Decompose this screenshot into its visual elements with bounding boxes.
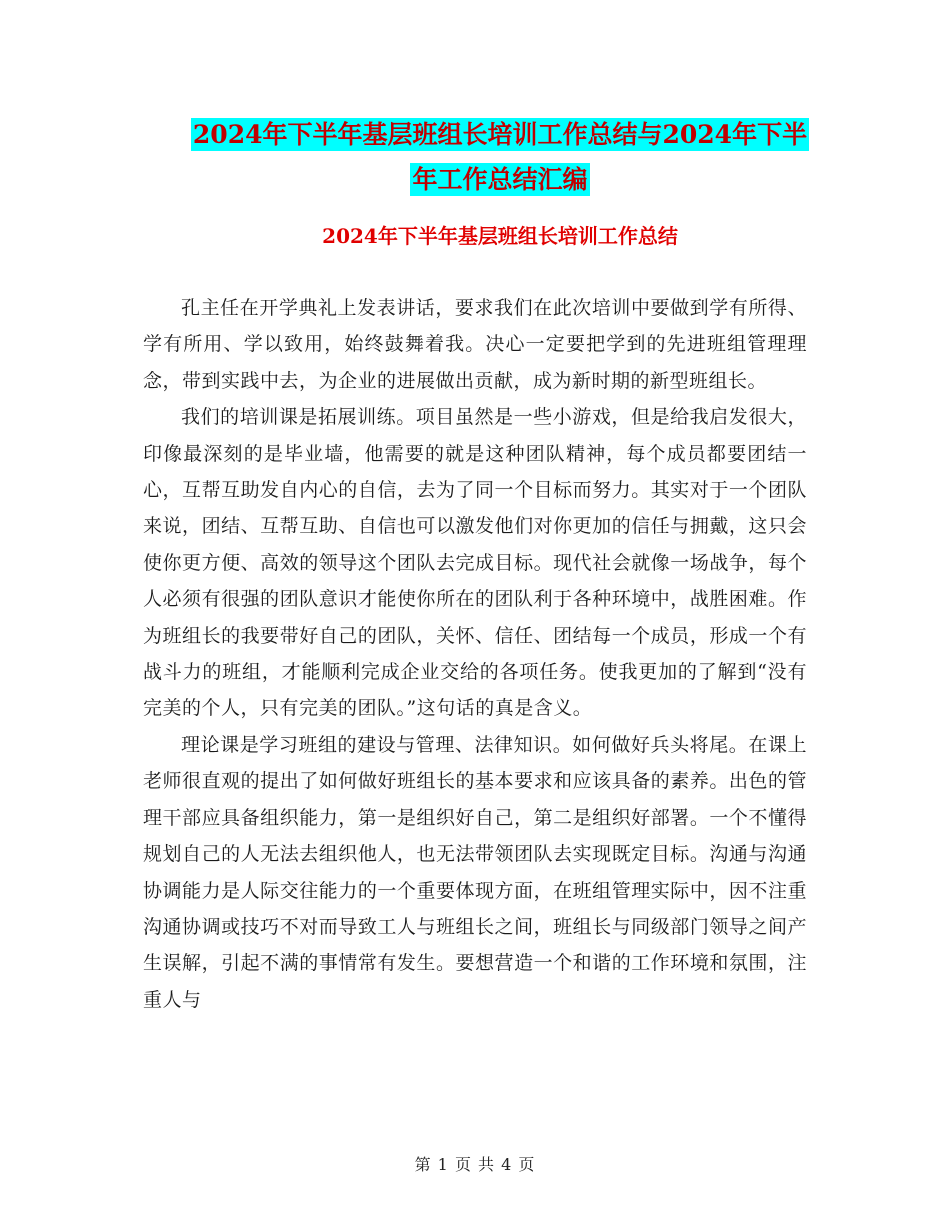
document-title [140, 112, 860, 202]
title-line-2: 年工作总结汇编 [412, 165, 588, 194]
document-body [143, 290, 807, 1018]
title-line-1: 2024年下半年基层班组长培训工作总结与2024年下半 [192, 120, 808, 149]
paragraph-2: 我们的培训课是拓展训练。项目虽然是一些小游戏，但是给我启发很大，印像最深刻的是毕业墙，他需要的就是这种团队精神，每个成员都要团结一心，互帮互助发自内心的自信，去为了同一个目标而努力。其实对于一个团队来说，团结、互帮互助、自信也可以激发他们对你更加的信任与拥戴，这只会使你更方便、高效的领导这个团队去完成目标。现代社会就像一场战争，每个人必须有很强的团队意识才能使你所在的团队利于各种环境中，战胜困难。作为班组长的我要带好自己的团队，关怀、信任、团结每一个成员，形成一个有战斗力的班组，才能顺利完成企业交给的各项任务。使我更加的了解到“没有完美的个人，只有完美的团队。”这句话的真是含义。 [143, 406, 807, 720]
paragraph-1: 孔主任在开学典礼上发表讲话，要求我们在此次培训中要做到学有所得、学有所用、学以致用，始终鼓舞着我。决心一定要把学到的先进班组管理理念，带到实践中去，为企业的进展做出贡献，成为新时期的新型班组长。 [143, 297, 807, 392]
section-title: 2024年下半年基层班组长培训工作总结 [322, 224, 678, 248]
paragraph-3: 理论课是学习班组的建设与管理、法律知识。如何做好兵头将尾。在课上老师很直观的提出了如何做好班组长的基本要求和应该具备的素养。出色的管理干部应具备组织能力，第一是组织好自己，第二是组织好部署。一个不懂得规划自己的人无法去组织他人，也无法带领团队去实现既定目标。沟通与沟通协调能力是人际交往能力的一个重要体现方面，在班组管理实际中，因不注重沟通协调或技巧不对而导致工人与班组长之间，班组长与同级部门领导之间产生误解，引起不满的事情常有发生。要想营造一个和谐的工作环境和氛围，注重人与 [143, 733, 807, 1011]
page-footer: 第 1 页 共 4 页 [414, 1155, 536, 1174]
